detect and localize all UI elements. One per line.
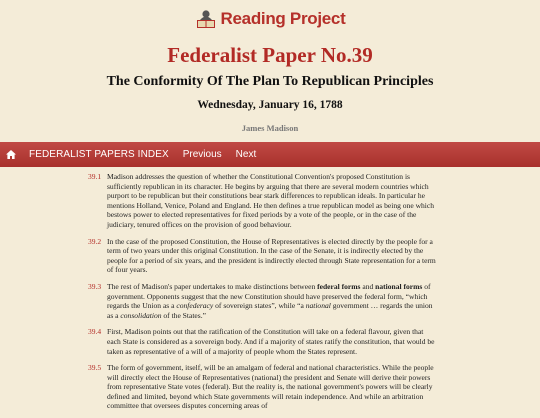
home-icon bbox=[6, 150, 16, 159]
paragraph-number: 39.3 bbox=[88, 281, 102, 291]
paragraph-39-2 bbox=[88, 237, 438, 275]
nav-previous-link[interactable]: Previous bbox=[182, 149, 222, 160]
paragraph-text: The rest of Madison's paper undertakes to make distinctions between federal forms and national forms of government. Opponents suggest that the new Constitution should have preserved the federal form, “which regards the Union as a confederacy of sovereign states”, while “a national government … regards the union as a consolidation of the States.” bbox=[107, 281, 433, 320]
paragraph-text: Madison addresses the question of whether the Constitutional Convention's proposed Constitution is sufficiently republican in its character. He begins by arguing that there are several modern countries which purport to be republican but their constitutions bear stark differences to republican ideals. In particular he mentions Holland, Venice, Poland and England. He then defines a true republican model as being one which bestows power to elected representatives for fixed periods by a vote of the people, or in the case of the judiciary, tenured offices on the provision of good behaviour. bbox=[107, 172, 435, 229]
term-federal-forms: federal forms bbox=[317, 281, 361, 291]
paragraph-number: 39.4 bbox=[88, 327, 102, 337]
top-navbar bbox=[0, 142, 540, 167]
paragraph-number: 39.2 bbox=[88, 236, 102, 246]
paragraph-39-3 bbox=[88, 282, 438, 320]
paragraph-39-5 bbox=[88, 363, 438, 411]
publication-date: Wednesday, January 16, 1788 bbox=[197, 99, 343, 111]
home-button[interactable] bbox=[0, 142, 22, 167]
nav-next-link[interactable]: Next bbox=[235, 149, 257, 160]
term-consolidation: consolidation bbox=[120, 310, 162, 320]
term-confederacy: confederacy bbox=[176, 301, 214, 311]
paragraph-text: First, Madison points out that the ratification of the Constitution will take on a federal flavour, given that each State is considered as a sovereign body. And if a majority of states ratify the constitution, that would be taken as representative of a will of a majority of people whom the States represent. bbox=[107, 327, 435, 356]
paragraph-text: The form of government, itself, will be an amalgam of federal and national characteristics. While the people will directly elect the House of Representatives (national) the president and Senate will derive their powers from representative State votes (federal). But the reality is, the national government's powers will be clearly defined and limited, beyond which State governments will retain independence. And while an arbitration committee that oversees disputes concerning areas of bbox=[107, 363, 434, 411]
paragraph-number: 39.1 bbox=[88, 172, 102, 181]
nav-index-link[interactable]: FEDERALIST PAPERS INDEX bbox=[29, 149, 169, 160]
page-title: Federalist Paper No.39 bbox=[167, 43, 373, 67]
term-national-forms: national forms bbox=[375, 281, 423, 291]
page-subtitle: The Conformity Of The Plan To Republican Principles bbox=[106, 74, 434, 89]
paragraph-39-4 bbox=[88, 327, 438, 356]
site-logo[interactable] bbox=[0, 8, 540, 30]
author-name: James Madison bbox=[241, 123, 299, 133]
paragraph-39-1 bbox=[88, 172, 438, 230]
logo-text: Reading Project bbox=[220, 9, 346, 28]
paragraph-text: In the case of the proposed Constitution, the House of Representatives is elected directly by the people for a term of two years under this original Constitution. In the case of the Senate, it is indirectly elected by the people for a period of six years, and the president is indirectly elected through State representation for a term of four years. bbox=[107, 236, 436, 275]
paper-content bbox=[88, 172, 438, 418]
book-reader-icon bbox=[195, 9, 217, 29]
term-national: national bbox=[305, 301, 331, 311]
paragraph-number: 39.5 bbox=[88, 363, 102, 373]
page-header bbox=[0, 0, 540, 142]
